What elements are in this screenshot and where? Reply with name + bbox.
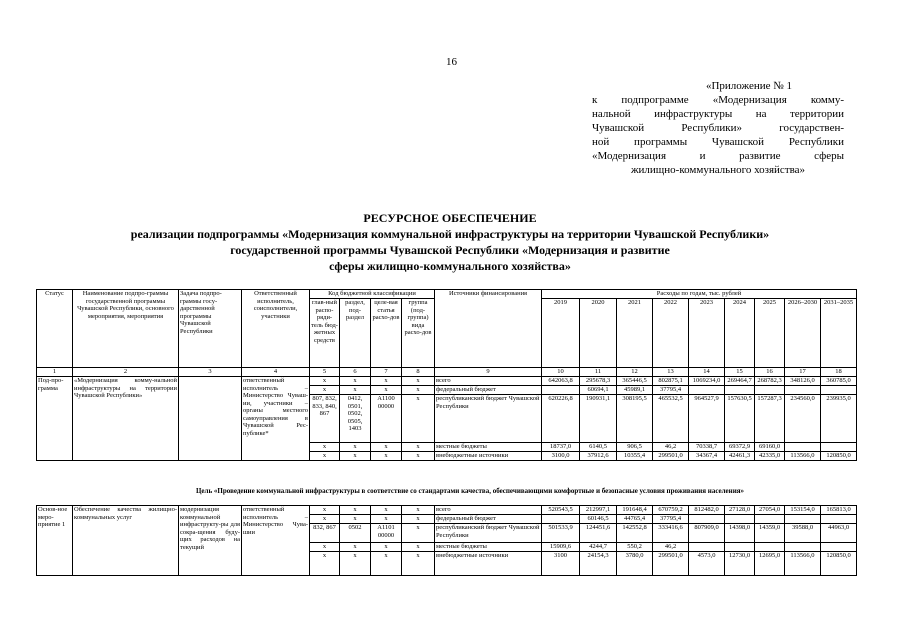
kbk-code-cell: x (310, 386, 340, 395)
expense-value (689, 386, 725, 395)
funding-source: внебюджетные источники (435, 452, 542, 461)
appendix-line: ной программы Чувашской Республики (592, 136, 844, 148)
expense-value: 812482,0 (689, 506, 725, 515)
header-year: 2024 (725, 299, 755, 368)
expense-value: 191648,4 (617, 506, 653, 515)
expense-value (785, 543, 821, 552)
appendix-line: жилищно-коммунального хозяйства» (630, 164, 806, 176)
row-task (179, 377, 242, 461)
kbk-code-cell: x (340, 506, 371, 515)
column-number: 16 (755, 368, 785, 377)
expense-value (689, 543, 725, 552)
funding-source: всего (435, 506, 542, 515)
expense-value: 113566,0 (785, 552, 821, 576)
row-name: «Модернизация комму-нальной инфраструктуры на территории Чувашской Республики» (73, 377, 179, 461)
expense-value: 46,2 (653, 443, 689, 452)
expense-value: 4244,7 (580, 543, 617, 552)
expense-value: 3780,0 (617, 552, 653, 576)
expense-value (755, 386, 785, 395)
expense-value: 18737,0 (542, 443, 580, 452)
header-kbk-col: раздел, под-раздел (340, 299, 371, 368)
funding-source: всего (435, 377, 542, 386)
expense-value: 308195,5 (617, 395, 653, 443)
kbk-code-cell: x (310, 552, 340, 576)
header-name: Наименование подпро-граммы государственной программы Чувашской Республики, основного мероприятия, мероприятия (73, 290, 179, 368)
expense-value (785, 515, 821, 524)
expense-value: 520543,5 (542, 506, 580, 515)
column-number: 8 (402, 368, 435, 377)
heading-line: сферы жилищно-коммунального хозяйства» (329, 259, 571, 273)
kbk-code-cell: x (310, 515, 340, 524)
expense-value: 365446,5 (617, 377, 653, 386)
appendix-note (592, 79, 844, 177)
appendix-line: Чувашской Республики» государствен- (592, 122, 844, 134)
kbk-code-cell: x (402, 443, 435, 452)
column-number: 1 (37, 368, 73, 377)
kbk-code-cell: x (402, 395, 435, 443)
budget-row (37, 506, 857, 515)
expense-value: 269464,7 (725, 377, 755, 386)
kbk-code-cell: x (371, 443, 402, 452)
row-executor: ответственный исполнитель – Министерство Чува-шии (242, 506, 310, 576)
page-number: 16 (446, 56, 457, 68)
expense-value: 642063,8 (542, 377, 580, 386)
column-number: 2 (73, 368, 179, 377)
expense-value: 37912,6 (580, 452, 617, 461)
expense-value: 333416,6 (653, 524, 689, 543)
kbk-code-cell: x (402, 552, 435, 576)
kbk-code-cell: x (340, 452, 371, 461)
column-number: 7 (371, 368, 402, 377)
appendix-line: «Приложение № 1 (705, 80, 792, 92)
column-number: 6 (340, 368, 371, 377)
column-number: 14 (689, 368, 725, 377)
expense-value: 60146,5 (580, 515, 617, 524)
kbk-code-cell: x (402, 524, 435, 543)
budget-row (37, 377, 857, 386)
kbk-code-cell: x (310, 506, 340, 515)
expense-value: 6140,5 (580, 443, 617, 452)
expense-value: 239935,0 (821, 395, 857, 443)
column-number: 17 (785, 368, 821, 377)
column-number: 5 (310, 368, 340, 377)
expense-value: 165813,0 (821, 506, 857, 515)
funding-source: местные бюджеты (435, 543, 542, 552)
column-number: 11 (580, 368, 617, 377)
kbk-code-cell: x (402, 377, 435, 386)
funding-source: федеральный бюджет (435, 386, 542, 395)
column-number: 13 (653, 368, 689, 377)
expense-value: 268782,3 (755, 377, 785, 386)
expense-value: 70338,7 (689, 443, 725, 452)
expense-value: 44963,0 (821, 524, 857, 543)
expense-value: 10355,4 (617, 452, 653, 461)
expense-value: 37795,4 (653, 386, 689, 395)
expense-value: 24154,3 (580, 552, 617, 576)
header-year: 2025 (755, 299, 785, 368)
expense-value: 299501,0 (653, 452, 689, 461)
heading-line: государственной программы Чувашской Республики «Модернизация и развитие (230, 243, 670, 257)
expense-value: 60694,1 (580, 386, 617, 395)
kbk-code-cell: x (340, 515, 371, 524)
expense-value (785, 443, 821, 452)
header-task: Задача подпро-граммы госу-дарственной программы Чувашской Республики (179, 290, 242, 368)
column-number: 12 (617, 368, 653, 377)
expense-value: 964527,9 (689, 395, 725, 443)
expense-value: 12695,0 (755, 552, 785, 576)
expense-value: 4573,0 (689, 552, 725, 576)
expense-value: 15909,6 (542, 543, 580, 552)
expense-value: 299501,0 (653, 552, 689, 576)
kbk-code-cell: x (371, 452, 402, 461)
kbk-code-cell: A1100 00000 (371, 395, 402, 443)
appendix-line: нальной инфраструктуры на территории (592, 108, 844, 120)
expense-value (821, 443, 857, 452)
expense-value: 44765,4 (617, 515, 653, 524)
heading-line: реализации подпрограммы «Модернизация коммунальной инфраструктуры на территории Чувашской Республики» (130, 227, 770, 241)
header-kbk: Код бюджетной классификации (310, 290, 435, 299)
header-year: 2020 (580, 299, 617, 368)
expense-value: 14359,0 (755, 524, 785, 543)
kbk-code-cell: x (371, 543, 402, 552)
kbk-code-cell: 0502 (340, 524, 371, 543)
funding-source: республиканский бюджет Чувашской Республики (435, 395, 542, 443)
kbk-code-cell: 807, 832, 833, 840, 867 (310, 395, 340, 443)
expense-value: 120850,0 (821, 552, 857, 576)
funding-source: внебюджетные источники (435, 552, 542, 576)
expense-value: 670759,2 (653, 506, 689, 515)
kbk-code-cell: 832, 867 (310, 524, 340, 543)
expense-value: 37795,4 (653, 515, 689, 524)
kbk-code-cell: x (340, 552, 371, 576)
row-executor: ответственный исполнитель – Министерство Чуваш-ии, участники – органы местного самоуправления в Чувашской Рес-публике* (242, 377, 310, 461)
header-kbk-col: группа (под-группа) вида расхо-дов (402, 299, 435, 368)
kbk-code-cell: x (340, 386, 371, 395)
expense-value (725, 386, 755, 395)
expense-value: 124451,6 (580, 524, 617, 543)
kbk-code-cell: 0412, 0501, 0502, 0505, 1403 (340, 395, 371, 443)
expense-value: 501533,9 (542, 524, 580, 543)
expense-value (689, 515, 725, 524)
header-status: Статус (37, 290, 73, 368)
header-expenses: Расходы по годам, тыс. рублей (542, 290, 857, 299)
header-sources: Источники финансирования (435, 290, 542, 368)
expense-value: 27128,0 (725, 506, 755, 515)
expense-value: 157287,3 (755, 395, 785, 443)
column-number: 4 (242, 368, 310, 377)
kbk-code-cell: x (340, 377, 371, 386)
kbk-code-cell: x (402, 452, 435, 461)
expense-value: 295678,3 (580, 377, 617, 386)
kbk-code-cell: x (371, 515, 402, 524)
funding-source: местные бюджеты (435, 443, 542, 452)
expense-value (542, 515, 580, 524)
expense-value: 212997,1 (580, 506, 617, 515)
expense-value: 69160,0 (755, 443, 785, 452)
column-number: 15 (725, 368, 755, 377)
expense-value: 360785,0 (821, 377, 857, 386)
expense-value: 42335,0 (755, 452, 785, 461)
expense-value (785, 386, 821, 395)
header-year: 2022 (653, 299, 689, 368)
kbk-code-cell: x (402, 506, 435, 515)
kbk-code-cell: x (371, 386, 402, 395)
row-task: модернизация коммунальной инфраструкту-ры для сокра-щения буду-щих расходов на текущий (179, 506, 242, 576)
row-status: Основ-ное меро-приятие 1 (37, 506, 73, 576)
kbk-code-cell: A1101 00000 (371, 524, 402, 543)
expense-value: 45989,1 (617, 386, 653, 395)
header-executor: Ответственный исполнитель, соисполнители, участники (242, 290, 310, 368)
expense-value: 1069234,0 (689, 377, 725, 386)
kbk-code-cell: x (402, 515, 435, 524)
expense-value: 46,2 (653, 543, 689, 552)
goal-text: Цель «Проведение коммунальной инфраструктуры в соответствие со стандартами качества, обеспечивающими комфортные и безопасные условия проживания населения» (195, 487, 745, 495)
expense-value (542, 386, 580, 395)
kbk-code-cell: x (371, 377, 402, 386)
expense-value: 620226,8 (542, 395, 580, 443)
column-number: 3 (179, 368, 242, 377)
expense-value: 69372,9 (725, 443, 755, 452)
expense-value: 465532,5 (653, 395, 689, 443)
header-year: 2026–2030 (785, 299, 821, 368)
expense-value: 550,2 (617, 543, 653, 552)
kbk-code-cell: x (340, 543, 371, 552)
kbk-code-cell: x (310, 377, 340, 386)
expense-value: 14398,0 (725, 524, 755, 543)
expense-value: 802875,1 (653, 377, 689, 386)
header-year: 2031–2035 (821, 299, 857, 368)
expense-value: 153154,0 (785, 506, 821, 515)
expense-value: 807909,0 (689, 524, 725, 543)
expense-value: 39588,0 (785, 524, 821, 543)
column-number: 18 (821, 368, 857, 377)
expense-value: 348126,0 (785, 377, 821, 386)
header-kbk-col: целе-вая статья расхо-дов (371, 299, 402, 368)
kbk-code-cell: x (310, 443, 340, 452)
kbk-code-cell: x (402, 386, 435, 395)
row-status: Под-про-грамма (37, 377, 73, 461)
expense-value: 12730,0 (725, 552, 755, 576)
resource-table (36, 289, 857, 461)
expense-value: 142552,8 (617, 524, 653, 543)
expense-value: 157630,5 (725, 395, 755, 443)
expense-value: 906,5 (617, 443, 653, 452)
header-year: 2023 (689, 299, 725, 368)
kbk-code-cell: x (340, 443, 371, 452)
expense-value (821, 386, 857, 395)
funding-source: республиканский бюджет Чувашской Республики (435, 524, 542, 543)
header-kbk-col: глав-ный распо-ряди-тель бюд-жетных средств (310, 299, 340, 368)
expense-value: 234560,0 (785, 395, 821, 443)
expense-value: 120850,0 (821, 452, 857, 461)
subprogram-block (37, 377, 857, 461)
column-number: 9 (435, 368, 542, 377)
column-numbers-row (37, 368, 857, 377)
funding-source: федеральный бюджет (435, 515, 542, 524)
expense-value (725, 515, 755, 524)
expense-value: 34367,4 (689, 452, 725, 461)
expense-value: 113566,0 (785, 452, 821, 461)
expense-value: 42461,3 (725, 452, 755, 461)
kbk-code-cell: x (402, 543, 435, 552)
expense-value: 3100 (542, 552, 580, 576)
expense-value (725, 543, 755, 552)
expense-value: 27054,0 (755, 506, 785, 515)
expense-value: 190931,1 (580, 395, 617, 443)
expense-value (821, 543, 857, 552)
expense-value (821, 515, 857, 524)
appendix-line: «Модернизация и развитие сферы (592, 150, 844, 162)
activity-block (37, 506, 857, 576)
header-year: 2021 (617, 299, 653, 368)
expense-value (755, 515, 785, 524)
kbk-code-cell: x (310, 452, 340, 461)
row-name: Обеспечение качества жилищно-коммунальных услуг (73, 506, 179, 576)
appendix-line: к подпрограмме «Модернизация комму- (592, 94, 844, 106)
kbk-code-cell: x (371, 552, 402, 576)
activity-table (36, 505, 857, 576)
expense-value (755, 543, 785, 552)
kbk-code-cell: x (371, 506, 402, 515)
kbk-code-cell: x (310, 543, 340, 552)
expense-value: 3100,0 (542, 452, 580, 461)
column-number: 10 (542, 368, 580, 377)
header-year: 2019 (542, 299, 580, 368)
heading-title: РЕСУРСНОЕ ОБЕСПЕЧЕНИЕ (363, 211, 537, 225)
